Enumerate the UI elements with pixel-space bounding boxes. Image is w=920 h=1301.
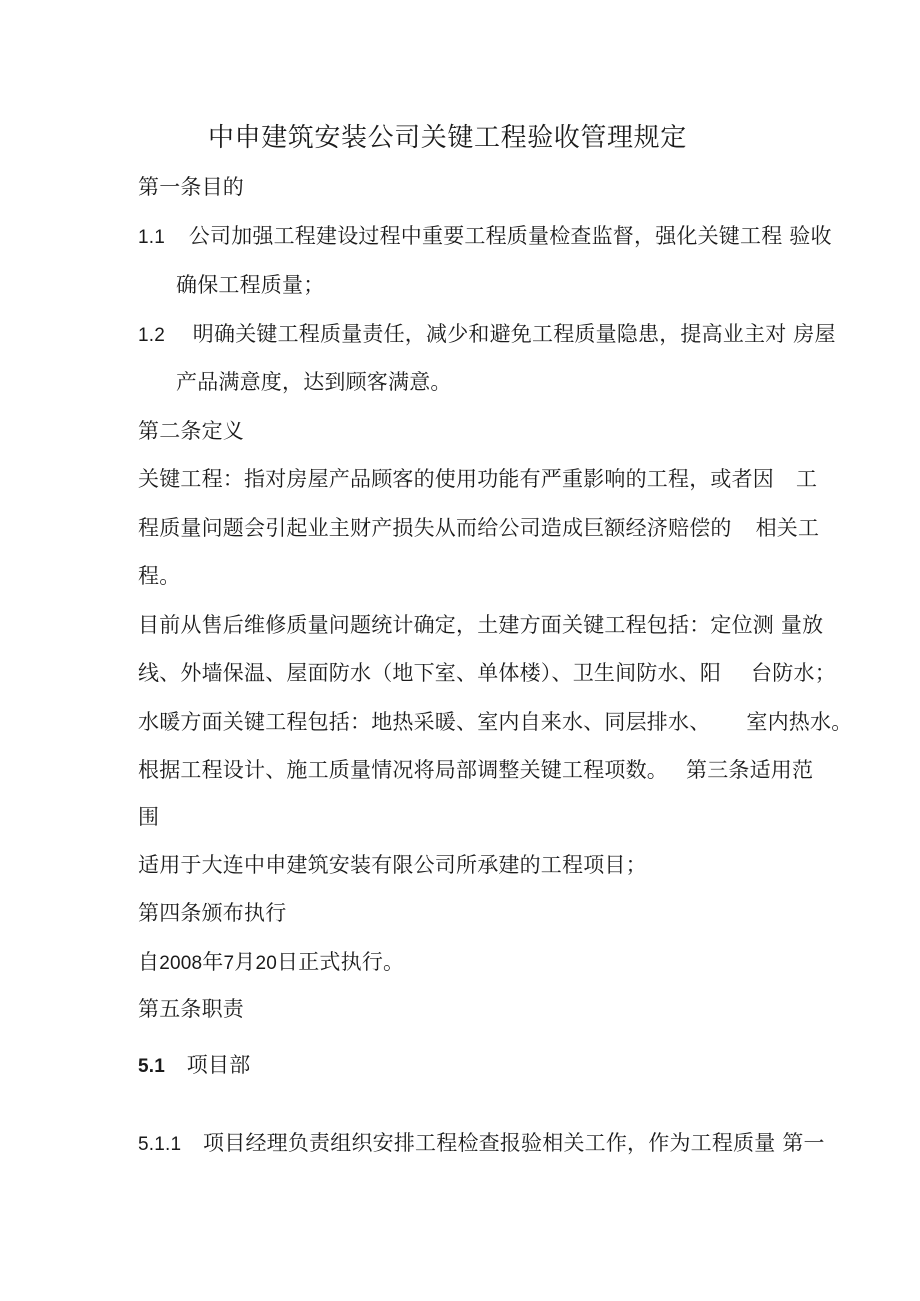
item-1-1-text: 公司加强工程建设过程中重要工程质量检查监督，强化关键工程 验收 xyxy=(188,224,832,248)
effective-date-suffix: 日正式执行。 xyxy=(277,950,405,974)
item-1-1 xyxy=(138,223,832,251)
item-1-1-continuation: 确保工程质量； xyxy=(176,273,325,297)
effective-month: 7 xyxy=(223,953,235,974)
definition-line-2 xyxy=(138,515,819,541)
document-title: 中申建筑安装公司关键工程验收管理规定 xyxy=(208,123,687,153)
section-5-1-1 xyxy=(138,1130,825,1158)
definition-line-1 xyxy=(138,466,817,492)
article-3-heading: 第三条适用范 xyxy=(686,758,814,782)
effective-day: 20 xyxy=(255,953,278,974)
current-line-2-text: 线、外墙保温、屋面防水（地下室、单体楼）、卫生间防水、阳 xyxy=(138,661,722,685)
article-1-heading: 第一条目的 xyxy=(138,175,244,199)
article-3-heading-continuation: 围 xyxy=(138,805,160,829)
item-1-1-number: 1.1 xyxy=(138,227,166,248)
current-line-2-tail: 台防水； xyxy=(751,661,836,685)
section-5-1-title: 项目部 xyxy=(186,1053,251,1077)
effective-date-prefix: 自 xyxy=(138,950,160,974)
year-unit: 年 xyxy=(202,950,224,974)
section-5-1-1-text: 项目经理负责组织安排工程检查报验相关工作，作为工程质量 第一 xyxy=(203,1131,825,1155)
item-1-2-number: 1.2 xyxy=(138,325,166,346)
section-5-1-number: 5.1 xyxy=(138,1056,166,1077)
current-line-1: 目前从售后维修质量问题统计确定，土建方面关键工程包括：定位测 量放 xyxy=(138,613,824,637)
current-line-3 xyxy=(138,709,852,735)
definition-line-2-tail: 相关工 xyxy=(755,516,820,540)
definition-line-1-text: 关键工程：指对房屋产品顾客的使用功能有严重影响的工程，或者因 xyxy=(138,467,774,491)
item-1-2-continuation: 产品满意度，达到顾客满意。 xyxy=(176,370,452,394)
definition-line-2-text: 程质量问题会引起业主财产损失从而给公司造成巨额经济赔偿的 xyxy=(138,516,732,540)
article-5-heading: 第五条职责 xyxy=(138,997,244,1021)
article-3-text-punct: ； xyxy=(625,853,647,877)
current-line-4-text: 根据工程设计、施工质量情况将局部调整关键工程项数。 xyxy=(138,758,668,782)
section-5-1 xyxy=(138,1052,250,1080)
article-2-heading: 第二条定义 xyxy=(138,419,244,443)
definition-line-1-tail: 工 xyxy=(796,467,818,491)
month-unit: 月 xyxy=(234,950,256,974)
article-3-text xyxy=(138,852,647,878)
section-5-1-1-number: 5.1.1 xyxy=(138,1134,182,1155)
definition-line-3: 程。 xyxy=(138,564,181,588)
effective-date-line xyxy=(138,949,404,977)
item-1-2-text: 明确关键工程质量责任，减少和避免工程质量隐患，提高业主对 房屋 xyxy=(192,322,836,346)
effective-year: 2008 xyxy=(159,953,203,974)
current-line-4 xyxy=(138,757,813,783)
current-line-2 xyxy=(138,660,836,686)
current-line-3-text: 水暖方面关键工程包括：地热采暖、室内自来水、同层排水、 xyxy=(138,710,711,734)
item-1-2 xyxy=(138,321,836,349)
article-3-text-body: 适用于大连中申建筑安装有限公司所承建的工程项目 xyxy=(138,853,626,877)
current-line-3-tail: 室内热水。 xyxy=(746,710,853,734)
article-4-heading: 第四条颁布执行 xyxy=(138,901,287,925)
